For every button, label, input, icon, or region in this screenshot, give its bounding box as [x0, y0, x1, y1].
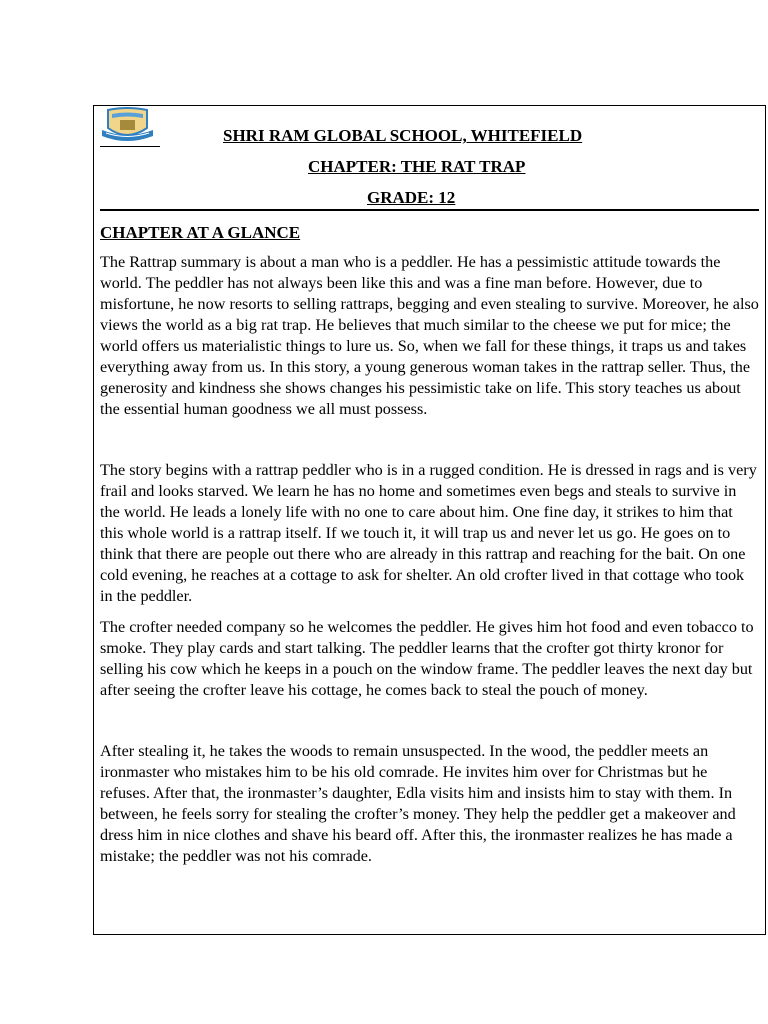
school-crest-icon [100, 106, 155, 144]
document-body [100, 222, 760, 867]
paragraph-crofter: The crofter needed company so he welcomes the peddler. He gives him hot food and even tobacco to smoke. They play cards and start talking. The peddler learns that the crofter got thirty kronor for selling his cow which he keeps in a pouch on the window frame. The peddler leaves the next day but after seeing the crofter leave his cottage, he comes back to steal the pouch of money. [100, 618, 754, 699]
chapter-title: CHAPTER: THE RAT TRAP [308, 157, 526, 176]
grade-label: GRADE: 12 [367, 188, 456, 207]
paragraph-story-begins: The story begins with a rattrap peddler who is in a rugged condition. He is dressed in rags and is very frail and looks starved. We learn he has no home and sometimes even begs and steals to survive in the world. He leads a lonely life with no one to care about him. One fine day, it strikes to him that this whole world is a rattrap itself. If we touch it, it will trap us and never let us go. He goes on to think that there are people out there who are already in this rattrap and reaching for the bait. On one cold evening, he reaches at a cottage to ask for shelter. An old crofter lived in that cottage who took in the peddler. [100, 461, 757, 605]
logo-underline [100, 146, 160, 147]
paragraph-ironmaster: After stealing it, he takes the woods to remain unsuspected. In the wood, the peddler meets an ironmaster who mistakes him to be his old comrade. He invites him over for Christmas but he refuses. After that, the ironmaster’s daughter, Edla visits him and insists him to stay with them. In between, he feels sorry for stealing the crofter’s money. They help the peddler get a makeover and dress him in nice clothes and shave his beard off. After this, the ironmaster realizes he has made a mistake; the peddler was not his comrade. [100, 742, 736, 865]
section-title: CHAPTER AT A GLANCE [100, 223, 301, 242]
school-name: SHRI RAM GLOBAL SCHOOL, WHITEFIELD [223, 126, 583, 145]
paragraph-summary: The Rattrap summary is about a man who is a peddler. He has a pessimistic attitude towards the world. The peddler has not always been like this and was a fine man before. However, due to misfortune, he now resorts to selling rattraps, begging and even stealing to survive. Moreover, he also views the world as a big rat trap. He believes that much similar to the cheese we put for mice; the world offers us materialistic things to lure us. So, when we fall for these things, it traps us and takes everything away from us. In this story, a young generous woman takes in the rattrap seller. Thus, the generosity and kindness she shows changes his pessimistic take on life. This story teaches us about the essential human goodness we all must possess. [100, 253, 759, 418]
header-divider [100, 209, 759, 211]
